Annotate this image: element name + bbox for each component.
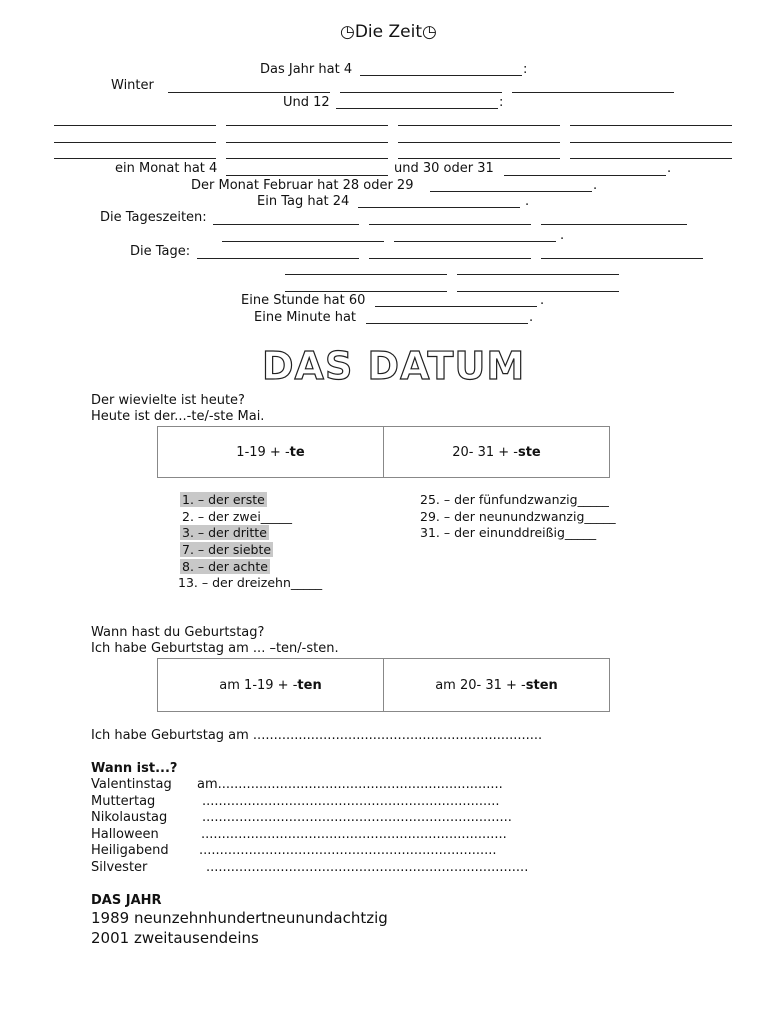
jahr-line: Das Jahr hat 4 (260, 62, 353, 77)
list-item: 3. – der dritte (182, 525, 267, 540)
datum-question: Der wievielte ist heute? (91, 393, 245, 408)
list-item: 7. – der siebte (182, 542, 272, 557)
minute-line: Eine Minute hat (254, 310, 357, 325)
winter-label: Winter (111, 78, 154, 93)
tag-line: Ein Tag hat 24 (257, 194, 350, 209)
geburtstag-answer: Ich habe Geburtstag am ... –ten/-sten. (91, 641, 339, 656)
datum-answer: Heute ist der...-te/-ste Mai. (91, 409, 265, 424)
jahr-heading: DAS JAHR (91, 893, 162, 908)
page-title: ◷Die Zeit◷ (340, 22, 437, 42)
jahr-example: 2001 zweitausendeins (91, 929, 259, 947)
suffix-table-2 (157, 658, 610, 712)
geburtstag-question: Wann hast du Geburtstag? (91, 625, 265, 640)
holiday-label: Heiligabend (91, 843, 169, 858)
wann-heading: Wann ist...? (91, 761, 178, 776)
geburtstag-sentence: Ich habe Geburtstag am ...................................................................... (91, 728, 543, 743)
datum-heading: DAS DATUM (262, 344, 526, 388)
suffix-cell-ten: am 1-19 + - ten (219, 677, 322, 693)
tage-label: Die Tage: (130, 244, 191, 259)
list-item: 29. – der neunundzwanzig_____ (420, 509, 616, 524)
clock-icon: ◷ (340, 22, 355, 42)
holiday-blank: ........................................................................... (202, 810, 512, 825)
und3031-line: und 30 oder 31 (394, 161, 494, 176)
suffix-cell-ste: 20- 31 + - ste (383, 427, 609, 477)
holiday-blank: .......................................................................... (201, 827, 507, 842)
list-item: 1. – der erste (182, 492, 265, 507)
list-item: 31. – der einunddreißig_____ (420, 525, 597, 540)
holiday-blank: .............................................................................. (206, 860, 529, 875)
list-item: 2. – der zwei_____ (182, 509, 293, 524)
list-item: 25. – der fünfundzwanzig_____ (420, 492, 609, 507)
tageszeiten-label: Die Tageszeiten: (100, 210, 207, 225)
holiday-label: Muttertag (91, 794, 156, 809)
holiday-label: Halloween (91, 827, 159, 842)
holiday-blank: am..................................................................... (197, 777, 503, 792)
holiday-label: Nikolaustag (91, 810, 168, 825)
holiday-blank: ........................................................................ (199, 843, 497, 858)
holiday-label: Valentinstag (91, 777, 172, 792)
suffix-table-1 (157, 426, 610, 478)
clock-icon: ◷ (422, 22, 437, 42)
jahr-example: 1989 neunzehnhundertneunundachtzig (91, 909, 388, 927)
stunde-line: Eine Stunde hat 60 (241, 293, 366, 308)
suffix-cell-te: 1-19 + - te (236, 444, 305, 460)
list-item: 13. – der dreizehn_____ (178, 575, 323, 590)
suffix-cell-sten: am 20- 31 + - sten (383, 659, 609, 711)
februar-line: Der Monat Februar hat 28 oder 29 (191, 178, 414, 193)
list-item: 8. – der achte (182, 559, 268, 574)
und12-line: Und 12 (283, 95, 330, 110)
holiday-label: Silvester (91, 860, 148, 875)
monat-line: ein Monat hat 4 (115, 161, 218, 176)
holiday-blank: ........................................................................ (202, 794, 500, 809)
